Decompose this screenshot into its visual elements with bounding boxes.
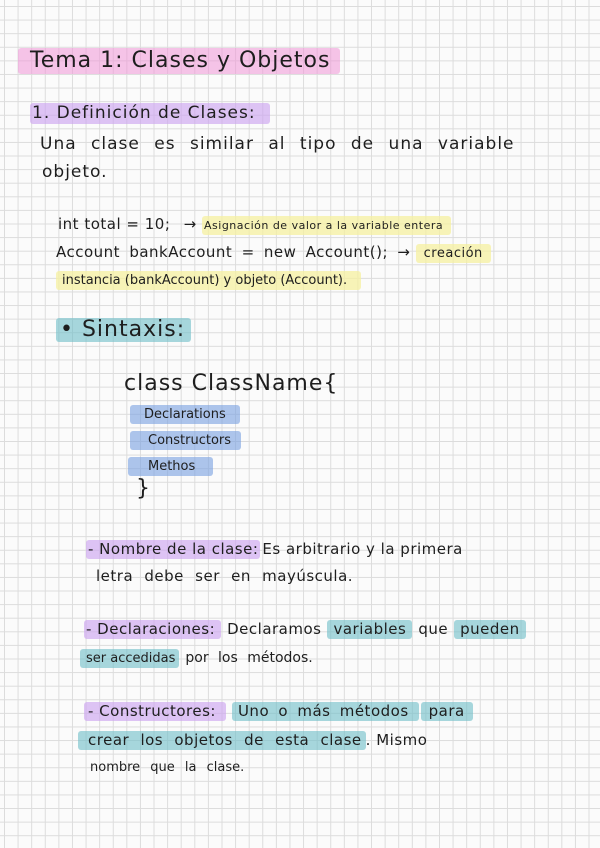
- note-constructores-label: - Constructores:: [84, 702, 226, 721]
- note-nombre-label: - Nombre de la clase:: [88, 540, 259, 558]
- cons-uno-o-mas: Uno o más métodos: [232, 702, 419, 721]
- arrow-icon: →: [397, 243, 411, 261]
- decl-pueden: pueden: [454, 620, 526, 639]
- note-nombre-text: Es arbitrario y la primera: [262, 540, 463, 558]
- syntax-heading: [56, 318, 191, 342]
- class-declaration-line: class ClassName{: [124, 371, 339, 396]
- decl-ser-accedidas: ser accedidas: [80, 649, 179, 668]
- syntax-item-label: Methos: [128, 457, 213, 476]
- note-nombre-line-2: letra debe ser en mayúscula.: [96, 567, 354, 585]
- section-heading: [30, 103, 270, 124]
- page-title: [18, 48, 340, 74]
- cons-para: para: [421, 702, 473, 721]
- example-line-1: [58, 216, 451, 235]
- note-constructores-line-1: [84, 702, 473, 721]
- decl-que: que: [418, 620, 449, 638]
- definition-line-2: objeto.: [42, 162, 108, 182]
- arrow-icon: →: [183, 215, 197, 233]
- example-line-3: [56, 271, 361, 290]
- note-declaraciones-label: - Declaraciones:: [84, 620, 221, 639]
- page-title-text: Tema 1: Clases y Objetos: [18, 48, 340, 74]
- decl-por-metodos: por los métodos.: [185, 650, 313, 666]
- note-constructores-line-3: nombre que la clase.: [90, 760, 245, 775]
- example-line-2: [56, 244, 491, 263]
- note-nombre-line-1: [86, 540, 463, 559]
- note-declaraciones-line-1: [84, 620, 526, 639]
- syntax-item-label: Declarations: [130, 405, 240, 424]
- note-declaraciones-line-2: [80, 649, 313, 668]
- cons-crear-objetos: crear los objetos de esta clase: [78, 731, 366, 750]
- syntax-item-methods: [128, 457, 213, 476]
- cons-mismo: . Mismo: [365, 731, 428, 749]
- note-creacion: creación: [416, 244, 491, 263]
- syntax-item-label: Constructors: [130, 431, 241, 450]
- definition-line-1: Una clase es similar al tipo de una variable: [40, 134, 515, 154]
- syntax-heading-text: • Sintaxis:: [56, 318, 191, 342]
- class-closing-brace: }: [136, 476, 151, 501]
- section-heading-text: 1. Definición de Clases:: [30, 103, 270, 124]
- decl-variables: variables: [327, 620, 412, 639]
- note-instancia: instancia (bankAccount) y objeto (Account).: [56, 271, 361, 290]
- decl-text: Declaramos: [227, 620, 322, 638]
- note-asignacion: Asignación de valor a la variable entera: [202, 216, 451, 235]
- syntax-item-constructors: [130, 431, 241, 450]
- code-int-total: int total = 10;: [58, 215, 171, 233]
- syntax-item-declarations: [130, 405, 240, 424]
- code-account: Account bankAccount = new Account();: [56, 243, 389, 261]
- note-constructores-line-2: [78, 731, 427, 750]
